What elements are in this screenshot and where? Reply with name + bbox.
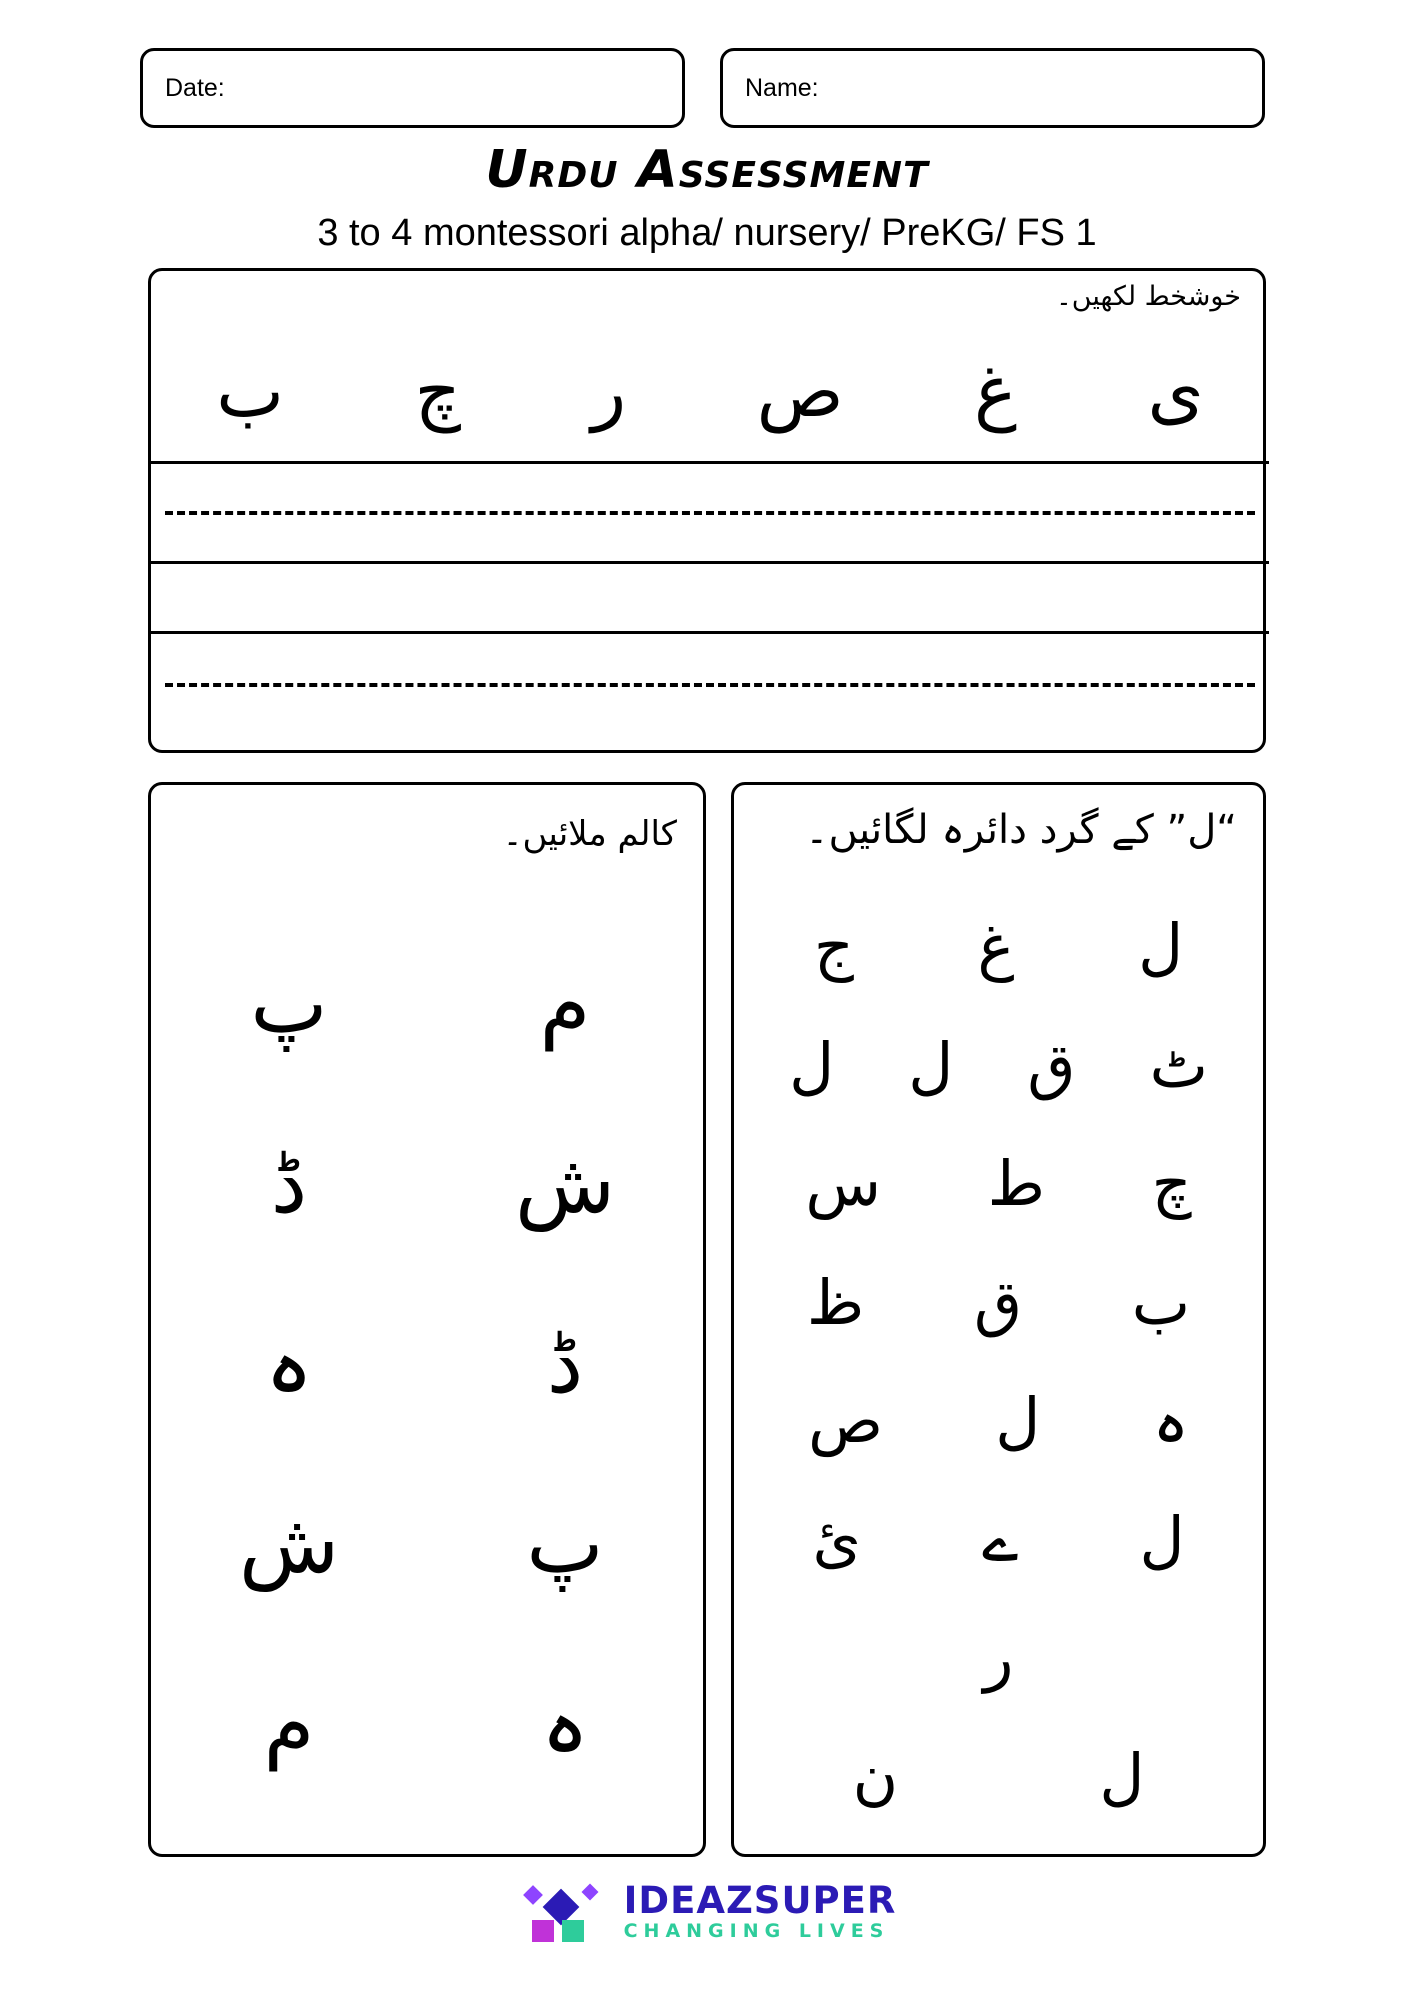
letter-row [752,1608,1245,1708]
handwriting-letter: ی [1147,349,1204,433]
handwriting-letter: ب [216,349,285,433]
logo-diamond-small-right [581,1884,598,1901]
letter-cell[interactable]: ط [987,1147,1046,1221]
letter-row [752,1016,1245,1116]
writing-rule-solid [151,461,1269,464]
footer-logo [0,1880,1414,1944]
name-field[interactable] [720,48,1265,128]
letter-cell[interactable]: ٹ [1149,1028,1208,1102]
matching-column-right[interactable] [194,915,384,1815]
letter-cell[interactable]: ل [789,1028,835,1102]
matching-item[interactable]: ش [238,1497,340,1592]
matching-item[interactable]: ہ [264,1317,314,1412]
circle-letter-instruction: “ل” کے گرد دائرہ لگائیں۔ [805,807,1237,853]
circle-letter-grid [752,897,1245,1827]
logo-square-green [562,1920,584,1942]
brand-name: IDEAZSUPER [623,1878,897,1922]
letter-cell[interactable]: ل [908,1028,954,1102]
exercise-panels [148,782,1266,1857]
letter-cell[interactable]: ظ [806,1265,865,1339]
writing-rule-solid [151,561,1269,564]
logo-text-block [623,1878,897,1943]
letter-row [752,1134,1245,1234]
logo-diamond-small-left [523,1885,543,1905]
matching-item[interactable]: م [263,1677,315,1772]
page-title: Urdu Assessment [485,140,929,200]
writing-rule-dashed [165,683,1255,687]
matching-item[interactable]: ڈ [270,1137,308,1232]
matching-panel [148,782,706,1857]
letter-row [752,1371,1245,1471]
letter-row [752,1490,1245,1590]
letter-cell[interactable]: چ [1151,1147,1192,1221]
name-label: Name: [745,73,819,102]
matching-item[interactable]: ڈ [546,1317,584,1412]
diamond-logo-icon [518,1880,614,1944]
matching-item[interactable]: ہ [540,1677,590,1772]
matching-item[interactable]: ش [514,1137,616,1232]
letter-cell[interactable]: ب [1131,1265,1191,1339]
handwriting-letter-row [151,321,1269,461]
letter-cell[interactable]: ق [1027,1028,1076,1102]
brand-tagline: CHANGING LIVES [623,1920,890,1943]
matching-instruction: کالم ملائیں۔ [502,814,677,854]
letter-row [752,1727,1245,1827]
circle-letter-panel [731,782,1266,1857]
handwriting-letter: چ [414,349,461,433]
letter-cell[interactable]: ص [808,1384,884,1458]
writing-rule-dashed [165,511,1255,515]
page-subtitle: 3 to 4 montessori alpha/ nursery/ PreKG/ FS 1 [317,212,1097,254]
letter-row [752,1253,1245,1353]
logo-square-magenta [532,1920,554,1942]
letter-cell[interactable]: ے [982,1502,1019,1576]
letter-cell[interactable]: ق [973,1265,1023,1339]
handwriting-letter: غ [974,349,1018,433]
letter-cell[interactable]: ن [852,1739,899,1813]
letter-cell[interactable]: ل [1139,1502,1185,1576]
matching-item[interactable]: پ [526,1497,604,1592]
handwriting-letter: ر [591,349,627,433]
date-field[interactable] [140,48,685,128]
matching-item[interactable]: م [539,957,591,1052]
writing-rule-solid [151,631,1269,634]
matching-columns [151,915,703,1845]
date-label: Date: [165,73,225,102]
matching-item[interactable]: پ [250,957,328,1052]
letter-cell[interactable]: س [805,1147,882,1221]
letter-cell[interactable]: ل [995,1384,1041,1458]
handwriting-section [148,268,1266,753]
matching-column-left[interactable] [470,915,660,1815]
handwriting-letter: ص [756,349,844,433]
letter-cell[interactable]: ئ [812,1502,862,1576]
letter-cell[interactable]: ج [813,910,854,983]
letter-cell[interactable]: ہ [1152,1384,1189,1458]
header-fields [140,48,1265,128]
letter-cell[interactable]: ل [1138,910,1184,983]
letter-row [752,897,1245,997]
letter-cell[interactable]: ر [983,1621,1014,1695]
letter-cell[interactable]: غ [977,910,1015,983]
letter-cell[interactable]: ل [1099,1739,1145,1813]
handwriting-instruction: خوشخط لکھیں۔ [1055,281,1241,312]
